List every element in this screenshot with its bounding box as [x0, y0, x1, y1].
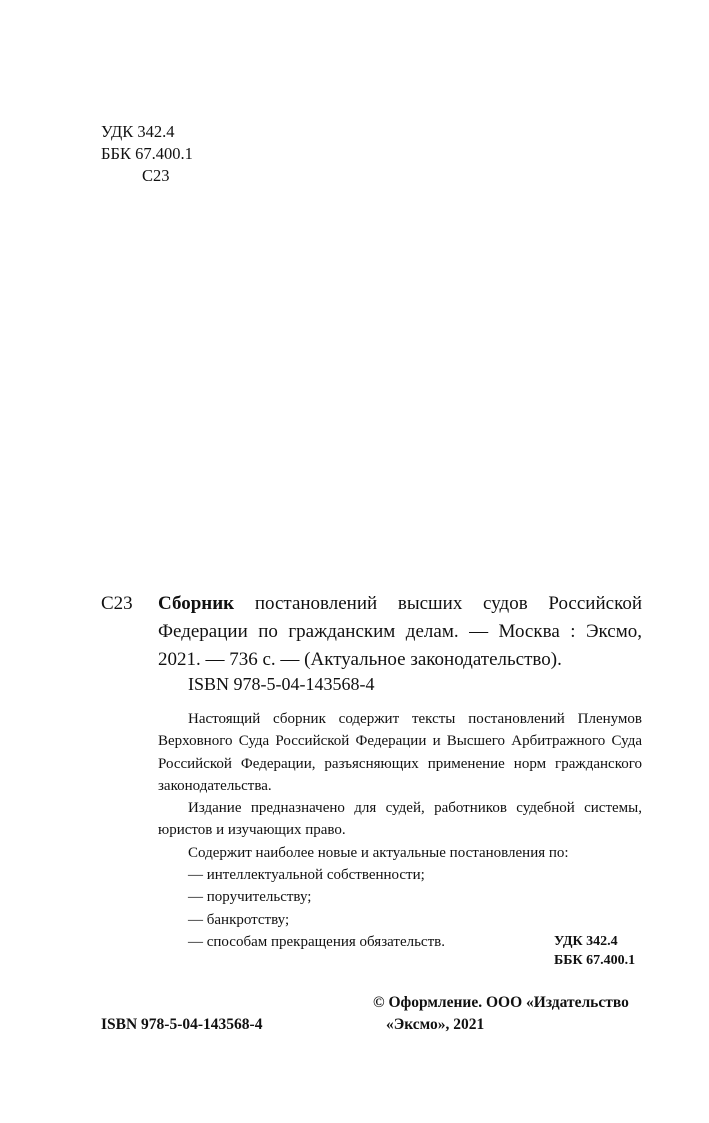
list-item: — интеллектуальной собственности;	[188, 867, 425, 884]
copyright-line-2: «Эксмо», 2021	[386, 1016, 485, 1033]
annotation	[158, 708, 642, 953]
copyright-line-1: © Оформление. ООО «Издательство	[373, 994, 629, 1011]
author-mark-top: С23	[142, 166, 170, 185]
udk-code-right: УДК 342.4	[554, 934, 618, 949]
entry-title-rest: постановлений высших судов Российской Федерации по гражданским делам. — Москва : Эксмо, 2021. — 736 с. — (Актуальное законодательство).	[158, 593, 643, 670]
entry-author-mark: С23	[101, 593, 133, 614]
list-item: — способам прекращения обязательств.	[188, 933, 445, 950]
entry-title-bold: Сборник	[158, 593, 235, 614]
annotation-paragraph-3: Содержит наиболее новые и актуальные постановления по:	[188, 844, 569, 861]
isbn-entry: ISBN 978-5-04-143568-4	[188, 674, 375, 694]
udk-code-top: УДК 342.4	[101, 122, 175, 141]
list-item: — банкротству;	[188, 911, 290, 928]
bbk-code-right: ББК 67.400.1	[554, 953, 636, 968]
bibliographic-description	[158, 590, 642, 674]
bbk-code-top: ББК 67.400.1	[101, 144, 193, 163]
isbn-footer: ISBN 978-5-04-143568-4	[101, 1016, 263, 1033]
annotation-paragraph-1: Настоящий сборник содержит тексты постановлений Пленумов Верховного Суда Российской Федерации и Высшего Арбитражного Суда Российской Федерации, разъясняющих применение норм гражданского законодательства.	[158, 711, 642, 794]
list-item: — поручительству;	[188, 889, 312, 906]
annotation-paragraph-2: Издание предназначено для судей, работников судебной системы, юристов и изучающих право.	[158, 800, 642, 839]
